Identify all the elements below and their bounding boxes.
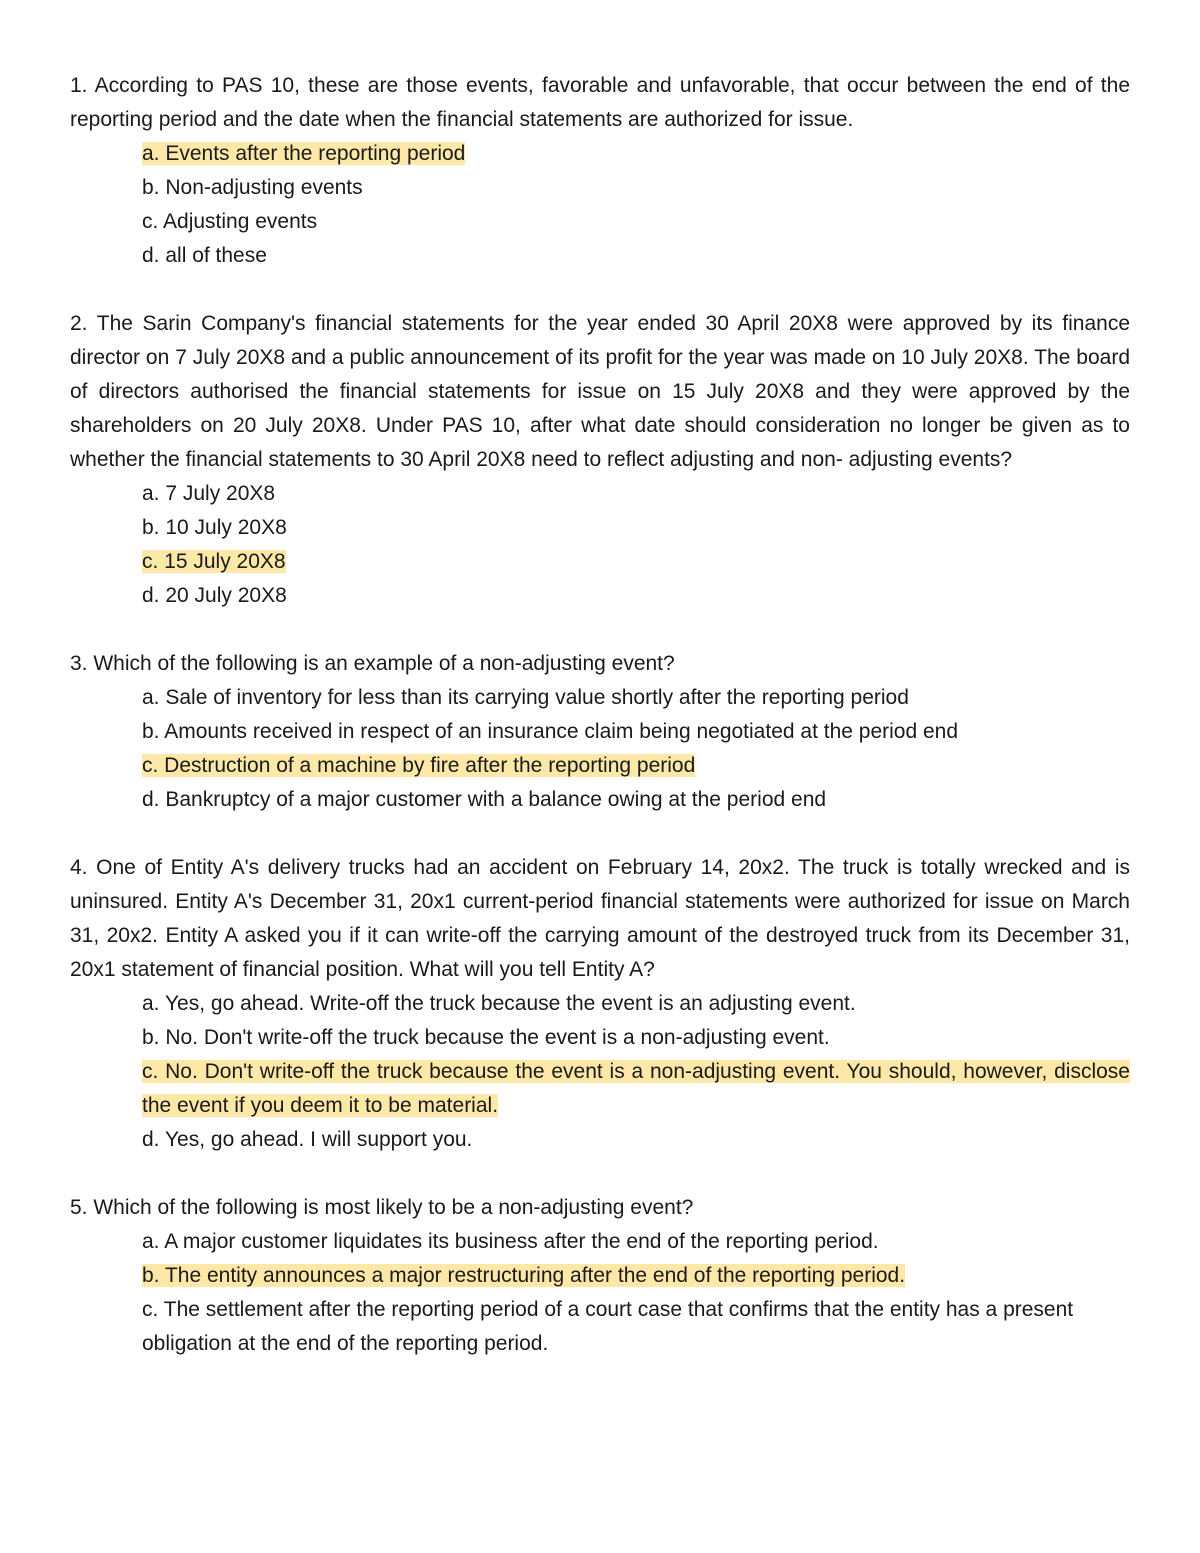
document-page — [70, 69, 1130, 1395]
question-1-option-c: c. Adjusting events — [142, 210, 318, 233]
question-5-options — [70, 1225, 1130, 1361]
question-3-option-c — [142, 749, 1130, 783]
question-1-stem: 1. According to PAS 10, these are those events, favorable and unfavorable, that occur between the end of the reporting period and the date when the financial statements are authorized for issue. — [70, 74, 1130, 131]
question-4-option-c — [142, 1055, 1130, 1123]
question-2-option-c — [142, 545, 1130, 579]
question-2-stem: 2. The Sarin Company's financial statements for the year ended 30 April 20X8 were approved by its finance director on 7 July 20X8 and a public announcement of its profit for the year was made on 10 July 20X8. The board of directors authorised the financial statements for issue on 15 July 20X8 and they were approved by the shareholders on 20 July 20X8. Under PAS 10, after what date should consideration no longer be given as to whether the financial statements to 30 April 20X8 need to reflect adjusting and non- adjusting events? — [70, 312, 1130, 471]
highlighted-answer: c. 15 July 20X8 — [142, 550, 286, 573]
question-2-option-b: b. 10 July 20X8 — [142, 516, 287, 539]
question-4 — [70, 851, 1130, 1157]
question-5-option-c: c. The settlement after the reporting period of a court case that confirms that the entity has a present obligation at the end of the reporting period. — [142, 1298, 1074, 1355]
question-1-option-b: b. Non-adjusting events — [142, 176, 363, 199]
question-4-options — [70, 987, 1130, 1157]
question-2-options — [70, 477, 1130, 613]
highlighted-answer: c. No. Don't write-off the truck because the event is a non-adjusting event. You should, however, disclose the event if you deem it to be material. — [142, 1060, 1130, 1117]
question-2 — [70, 307, 1130, 613]
question-4-stem: 4. One of Entity A's delivery trucks had an accident on February 14, 20x2. The truck is totally wrecked and is uninsured. Entity A's December 31, 20x1 current-period financial statements were authorized for issue on March 31, 20x2. Entity A asked you if it can write-off the carrying amount of the destroyed truck from its December 31, 20x1 statement of financial position. What will you tell Entity A? — [70, 856, 1130, 981]
highlighted-answer: a. Events after the reporting period — [142, 142, 466, 165]
question-1 — [70, 69, 1130, 273]
question-4-option-a: a. Yes, go ahead. Write-off the truck because the event is an adjusting event. — [142, 992, 856, 1015]
question-2-option-d: d. 20 July 20X8 — [142, 584, 287, 607]
question-3-option-a: a. Sale of inventory for less than its carrying value shortly after the reporting period — [142, 686, 909, 709]
question-5-option-a: a. A major customer liquidates its business after the end of the reporting period. — [142, 1230, 879, 1253]
question-5-option-b — [142, 1259, 1130, 1293]
question-3-options — [70, 681, 1130, 817]
question-4-option-b: b. No. Don't write-off the truck because the event is a non-adjusting event. — [142, 1026, 830, 1049]
question-3-option-d: d. Bankruptcy of a major customer with a balance owing at the period end — [142, 788, 827, 811]
question-3-stem: 3. Which of the following is an example of a non-adjusting event? — [70, 652, 675, 675]
question-1-option-d: d. all of these — [142, 244, 267, 267]
highlighted-answer: c. Destruction of a machine by fire after the reporting period — [142, 754, 696, 777]
question-5 — [70, 1191, 1130, 1361]
question-3 — [70, 647, 1130, 817]
question-1-option-a — [142, 137, 1130, 171]
highlighted-answer: b. The entity announces a major restructuring after the end of the reporting period. — [142, 1264, 906, 1287]
question-3-option-b: b. Amounts received in respect of an insurance claim being negotiated at the period end — [142, 720, 959, 743]
question-4-option-d: d. Yes, go ahead. I will support you. — [142, 1128, 473, 1151]
question-5-stem: 5. Which of the following is most likely to be a non-adjusting event? — [70, 1196, 694, 1219]
question-2-option-a: a. 7 July 20X8 — [142, 482, 276, 505]
question-1-options — [70, 137, 1130, 273]
